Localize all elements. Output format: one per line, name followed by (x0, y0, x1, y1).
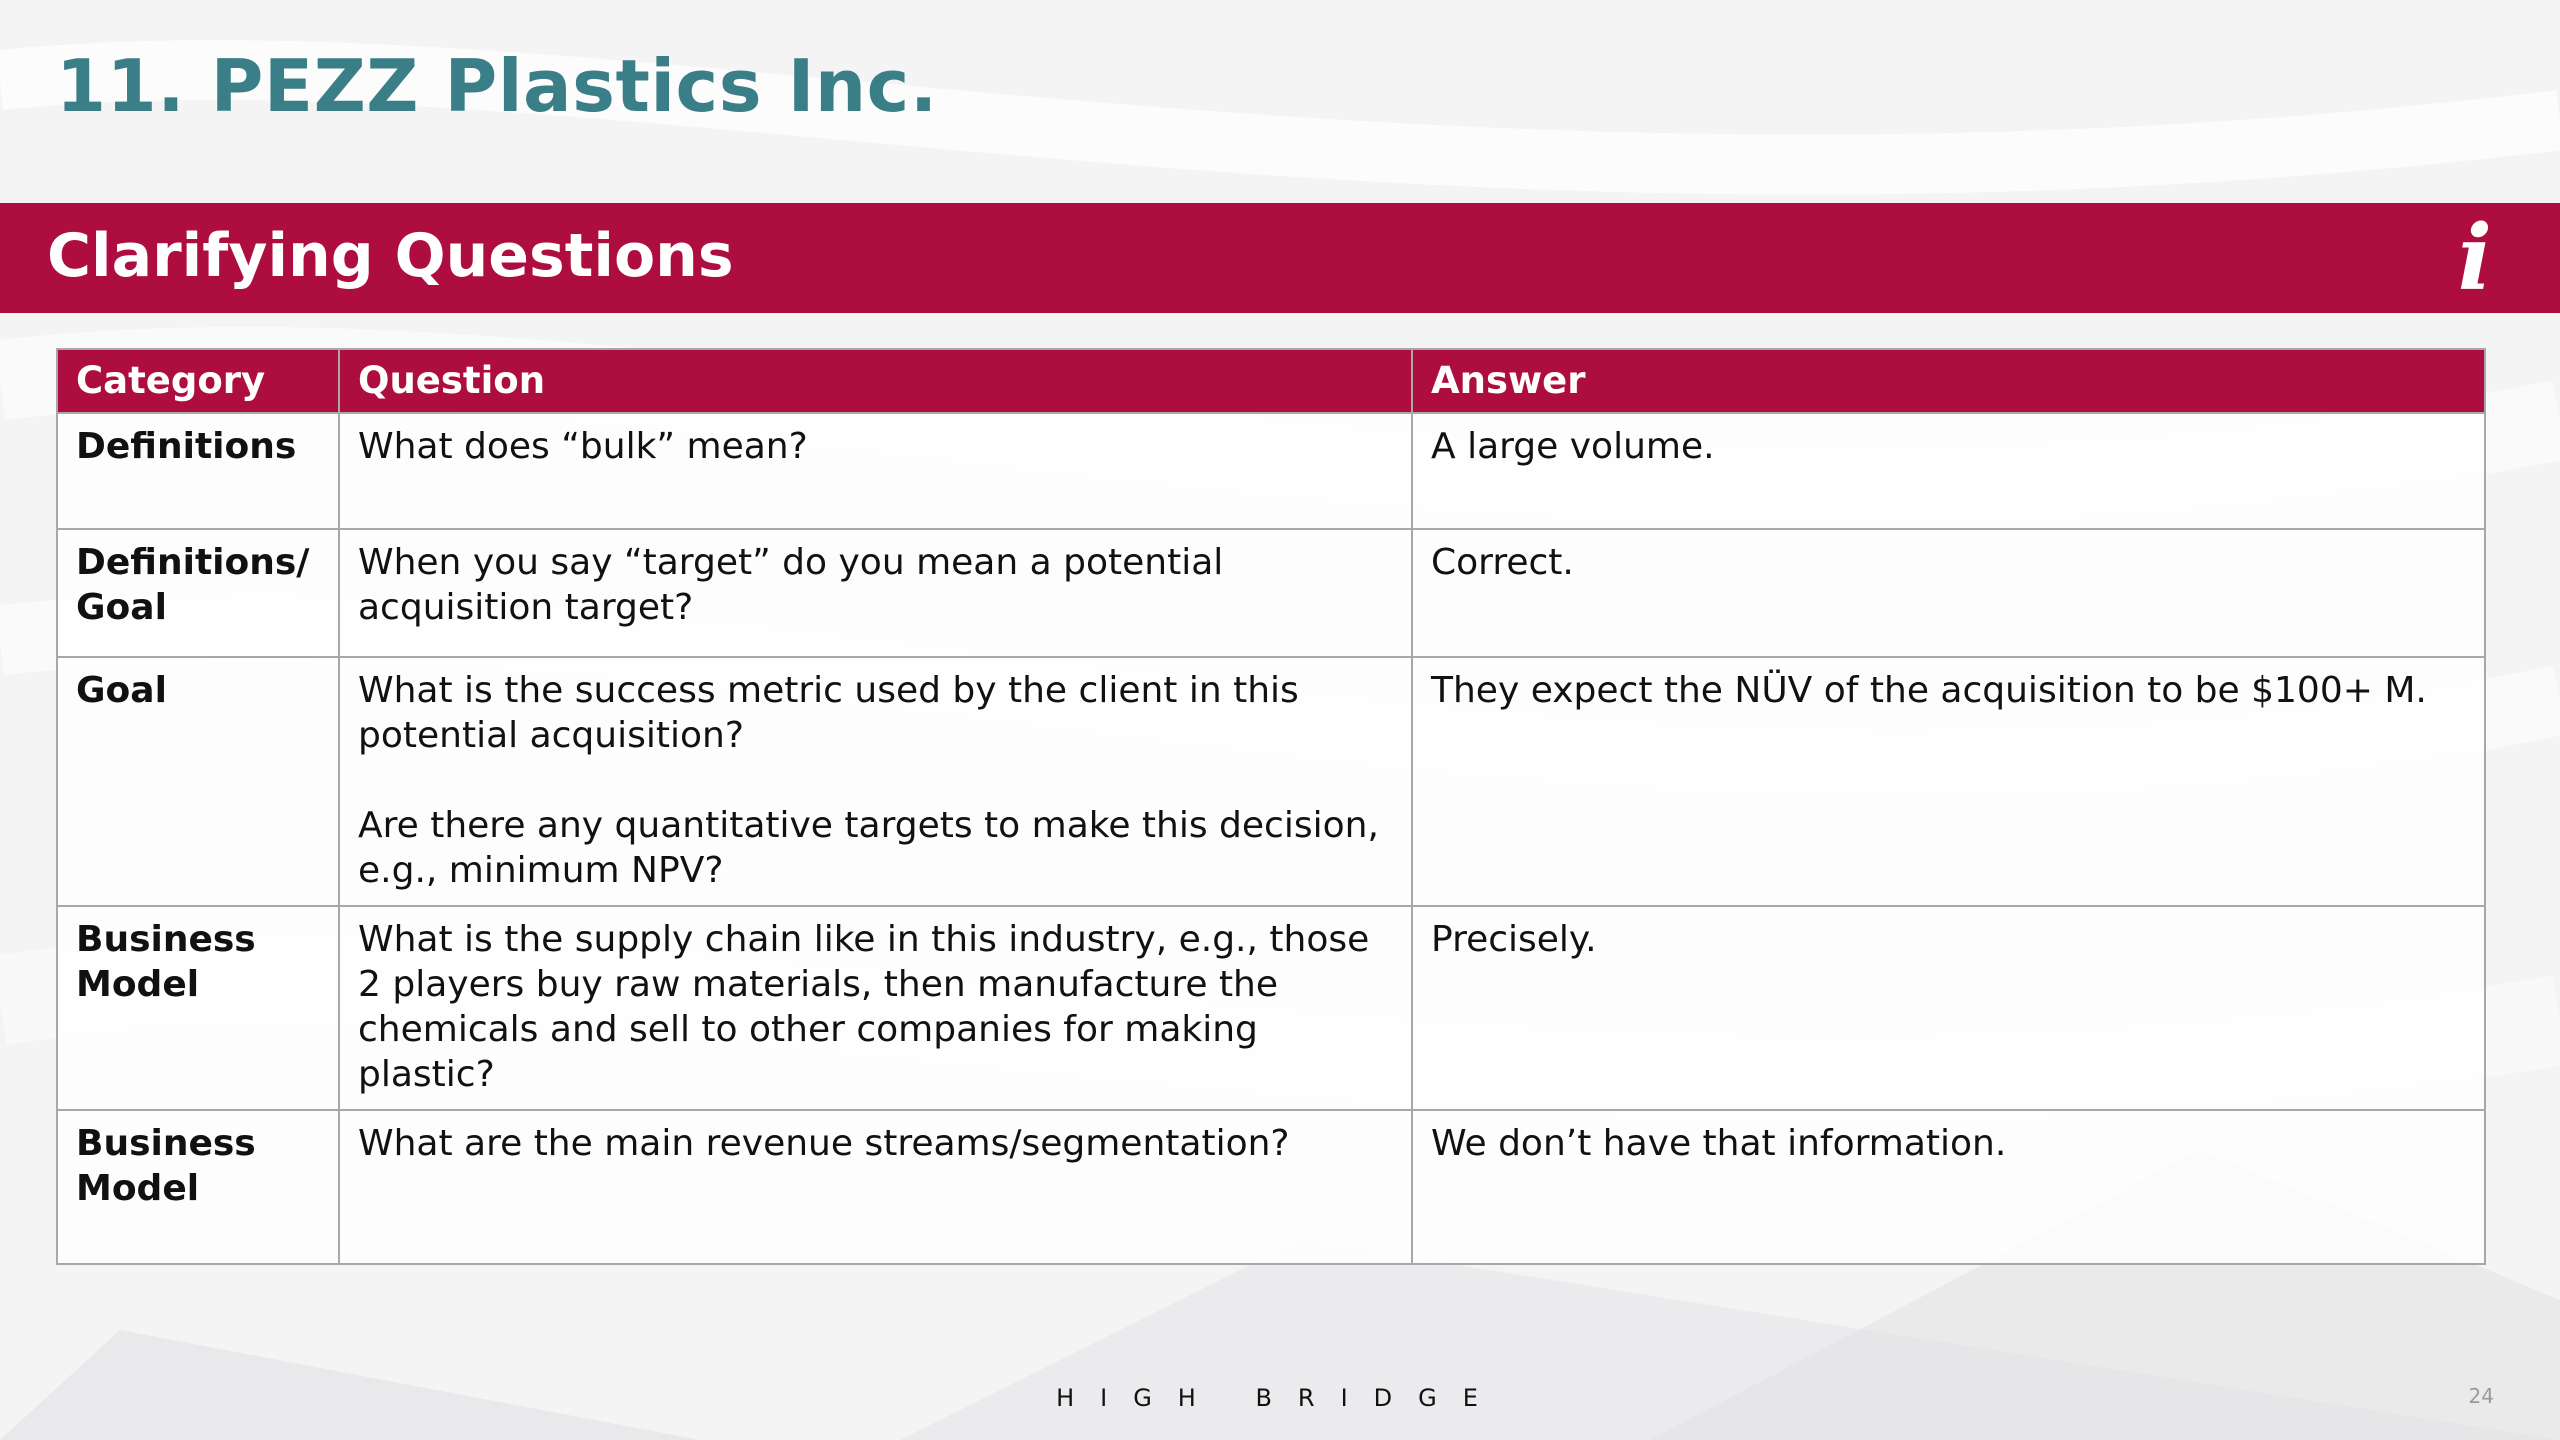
category-cell: Business Model (57, 1110, 339, 1264)
column-header-question: Question (339, 349, 1412, 413)
category-cell: Definitions/ Goal (57, 529, 339, 657)
question-cell: When you say “target” do you mean a potential acquisition target? (339, 529, 1412, 657)
answer-cell: Correct. (1412, 529, 2485, 657)
answer-cell: Precisely. (1412, 906, 2485, 1110)
column-header-category: Category (57, 349, 339, 413)
table-row (57, 1110, 2485, 1264)
section-title: Clarifying Questions (47, 221, 734, 291)
question-cell: What is the supply chain like in this industry, e.g., those 2 players buy raw materials, then manufacture the chemicals and sell to other companies for making plastic? (339, 906, 1412, 1110)
slide-title: 11. PEZZ Plastics Inc. (56, 44, 938, 128)
page-number: 24 (2468, 1384, 2494, 1408)
info-icon: i (2457, 205, 2492, 311)
category-cell: Definitions (57, 413, 339, 529)
question-cell: What are the main revenue streams/segmentation? (339, 1110, 1412, 1264)
answer-cell: We don’t have that information. (1412, 1110, 2485, 1264)
table-row (57, 906, 2485, 1110)
table-row (57, 413, 2485, 529)
category-cell: Business Model (57, 906, 339, 1110)
question-cell: What does “bulk” mean? (339, 413, 1412, 529)
table-header-row (57, 349, 2485, 413)
table-row (57, 529, 2485, 657)
question-cell: What is the success metric used by the client in this potential acquisition? Are there any quantitative targets to make this decision, e.g., minimum NPV? (339, 657, 1412, 906)
category-cell: Goal (57, 657, 339, 906)
clarifying-questions-table (56, 348, 2486, 1265)
answer-cell: They expect the NÜV of the acquisition to be $100+ M. (1412, 657, 2485, 906)
table-row (57, 657, 2485, 906)
column-header-answer: Answer (1412, 349, 2485, 413)
footer-brand-logo: HIGH BRIDGE (1056, 1384, 1504, 1412)
answer-cell: A large volume. (1412, 413, 2485, 529)
section-header-band (0, 203, 2560, 313)
